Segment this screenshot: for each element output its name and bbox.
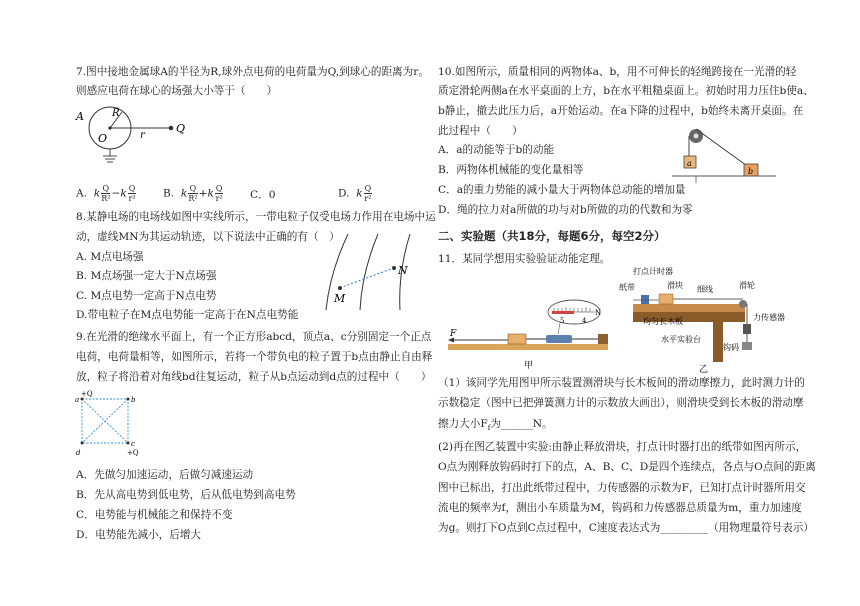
q9-label-c: c <box>131 440 135 448</box>
q11-jia-caption: 甲 <box>524 361 534 371</box>
q11-part2-line2: O点为刚释放钩码时打下的点，A、B、C、D是四个连续点，各点与O点间的距离 <box>438 461 816 473</box>
q11-part1-line1: （1）该同学先用图甲所示装置测滑块与长木板间的滑动摩擦力，此时测力计的 <box>438 377 805 389</box>
q9-label-a-charge: +Q <box>81 390 93 398</box>
q7-figure-grounded-sphere <box>74 102 204 164</box>
q7-option-d[interactable]: D. k $\frac{Q}{\text{r²}}$ <box>338 184 372 203</box>
q10-option-c[interactable]: C．a的重力势能的减小量大于两物体总动能的增加量 <box>438 184 686 196</box>
q7-stem-line1: 7.图中接地金属球A的半径为R,球外点电荷的电荷量为Q,到球心的距离为r。 <box>76 66 429 78</box>
q11-yi-label-tape: 纸带 <box>619 283 635 292</box>
q9-stem-line1: 9.在光滑的绝缘水平面上，有一个正方形abcd，顶点a、c分别固定一个正点 <box>76 331 432 343</box>
q8-option-a[interactable]: A. M点电场强 <box>76 251 144 263</box>
q10-stem-line4: 此过程中（ ） <box>438 125 523 137</box>
q8-label-M: M <box>334 292 346 305</box>
q9-label-a: a <box>75 396 80 404</box>
q10-stem-line1: 10.如图所示，质量相同的两物体a、b，用不可伸长的轻绳跨接在一光滑的轻 <box>438 66 797 78</box>
q8-figure-field-lines <box>318 232 418 312</box>
q9-option-a[interactable]: A．先做匀加速运动，后做匀减速运动 <box>76 469 254 481</box>
q10-option-d[interactable]: D．绳的拉力对a所做的功与对b所做的功的代数和为零 <box>438 204 693 216</box>
q11-jia-tick-4: 4 <box>582 317 587 325</box>
q9-option-b[interactable]: B．先从高电势到低电势，后从低电势到高电势 <box>76 489 296 501</box>
q11-yi-label-slider: 滑块 <box>667 281 683 290</box>
q10-stem-line3: b静止，撤去此压力后，a开始运动。在a下降的过程中，b始终未离开桌面。在 <box>438 105 804 117</box>
q9-stem-line3: 放，粒子将沿着对角线bd往复运动，粒子从b点运动到d点的过程中（ ） <box>76 371 432 383</box>
q7-label-R: R <box>112 108 120 119</box>
q11-figure-jia <box>446 296 614 372</box>
q8-option-c[interactable]: C. M点电势一定高于N点电势 <box>76 290 217 302</box>
q10-figure-pulley <box>670 120 780 184</box>
q7-option-c[interactable]: C．0 <box>250 189 276 201</box>
q8-option-b[interactable]: B. M点场强一定大于N点场强 <box>76 270 217 282</box>
q10-label-a: a <box>687 159 692 168</box>
q11-yi-label-table: 水平实验台 <box>661 335 701 344</box>
q7-label-r: r <box>140 130 145 141</box>
q8-option-d[interactable]: D.带电粒子在M点电势能一定高于在N点电势能 <box>76 309 299 321</box>
q9-label-d: d <box>76 449 81 457</box>
q10-option-b[interactable]: B．两物体机械能的变化量相等 <box>438 164 584 176</box>
q7-option-b[interactable]: B. k $\frac{Q}{\text{R²}}$ +k $\frac{Q}{\text{r²}}$ <box>163 184 223 203</box>
q11-yi-label-timer: 打点计时器 <box>633 267 673 276</box>
q11-yi-caption: 乙 <box>699 365 709 374</box>
q11-jia-unit-N: N <box>595 309 602 317</box>
q7-label-O: O <box>98 132 108 145</box>
q9-stem-line2: 电荷，电荷量相等，如图所示，若将一个带负电的粒子置于b点由静止自由释 <box>76 351 433 363</box>
q11-jia-label-F: F <box>450 329 457 339</box>
section2-heading: 二、实验题（共18分，每题6分，每空2分） <box>438 229 666 243</box>
q11-part1-line3[interactable]: 擦力大小$F_f$为______N。 <box>438 418 553 433</box>
q11-jia-tick-5: 5 <box>560 317 565 325</box>
q7-stem-line2: 则感应电荷在球心的场强大小等于（ ） <box>76 85 278 97</box>
q9-option-c[interactable]: C．电势能与机械能之和保持不变 <box>76 509 233 521</box>
q11-yi-label-board: 均匀长木板 <box>643 317 683 326</box>
q9-figure-square <box>74 389 144 459</box>
q7-option-a[interactable]: A. k $\frac{Q}{\text{R²}}$ −k $\frac{Q}{\text{r²}}$ <box>76 184 136 203</box>
q11-figure-yi <box>615 262 795 374</box>
q11-yi-label-sensor: 力传感器 <box>753 313 785 322</box>
q9-label-b: b <box>131 396 136 404</box>
q8-label-N: N <box>398 264 408 277</box>
q7-label-A: A <box>76 110 84 123</box>
q11-part2-line1: (2)再在图乙装置中实验:由静止释放滑块，打点计时器打出的纸带如图丙所示， <box>438 441 807 453</box>
q11-part2-line3: 图中已标出，打出此纸带过程中，力传感器的示数为F，已知打点计时器所用交 <box>438 482 806 494</box>
q11-yi-label-weight: 钩码 <box>723 343 739 352</box>
q11-part1-line2: 示数稳定（图中已把弹簧测力计的示数放大画出），则滑块受到长木板的滑动摩 <box>438 397 804 409</box>
q9-option-d[interactable]: D．电势能先减小，后增大 <box>76 529 202 541</box>
q11-stem-line1: 11．某同学想用实验验证动能定理。 <box>438 253 611 265</box>
q10-label-b: b <box>748 167 754 176</box>
q8-stem-line2: 动，虚线MN为其运动轨迹，以下说法中正确的有（ ） <box>76 231 340 243</box>
q7-label-Q: Q <box>176 122 186 135</box>
q11-part2-line4: 流电的频率为f，测出小车质量为M，钩码和力传感器总质量为m，重力加速度 <box>438 502 802 514</box>
q9-label-c-charge: +Q <box>127 449 139 457</box>
q11-part2-line5[interactable]: 为g。则打下O点到C点过程中，C速度表达式为_________（用物理量符号表示） <box>438 522 814 534</box>
q10-stem-line2: 质定滑轮两侧a在水平桌面的上方，b在水平粗糙桌面上。初始时用力压住b使a、 <box>438 85 814 97</box>
q11-yi-label-rope: 细线 <box>697 285 713 294</box>
q11-yi-label-pulley: 滑轮 <box>739 281 755 290</box>
q10-option-a[interactable]: A．a的动能等于b的动能 <box>438 144 555 156</box>
q8-stem-line1: 8.某静电场的电场线如图中实线所示，一带电粒子仅受电场力作用在电场中运 <box>76 211 436 223</box>
